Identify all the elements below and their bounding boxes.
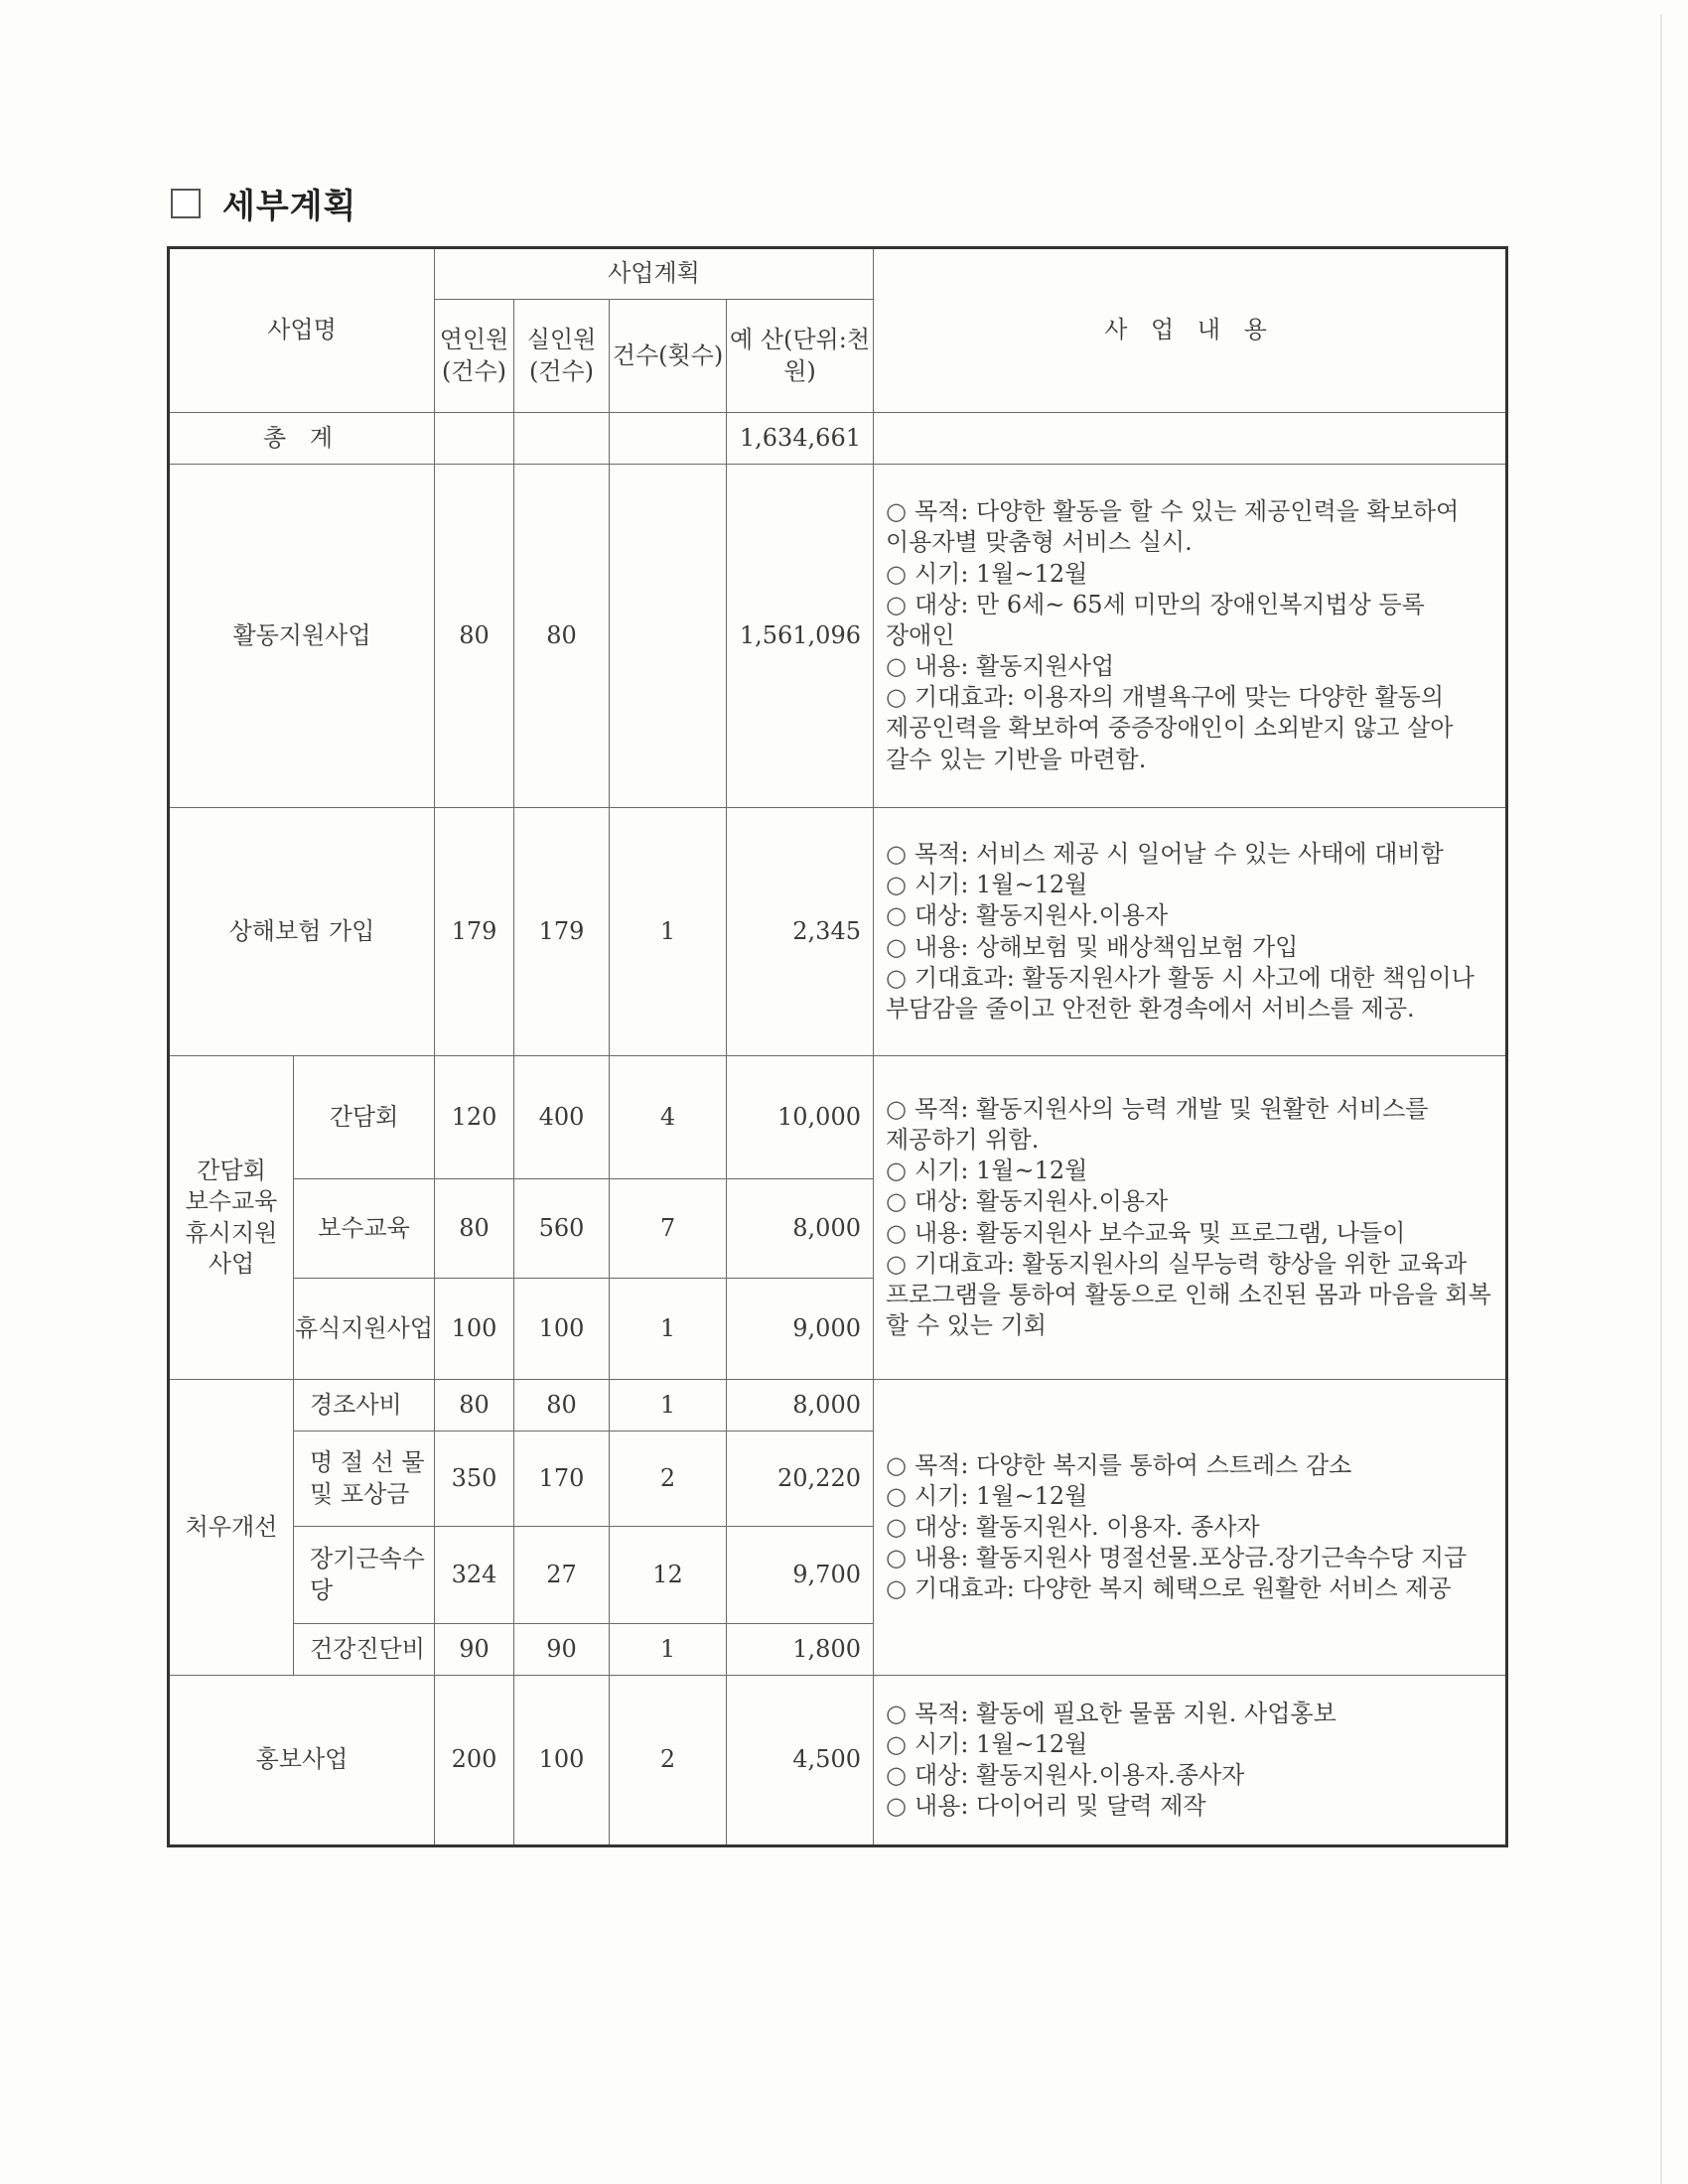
- group-name-line: 사업: [208, 1249, 255, 1278]
- row-budget: 1,800: [727, 1624, 874, 1676]
- description-line: [886, 1699, 1497, 1729]
- description-text: 시기: 1월~12월: [914, 559, 1088, 588]
- group-name-meeting: [169, 1056, 294, 1380]
- description-text: 대상: 활동지원사. 이용자. 종사자: [914, 1512, 1260, 1541]
- row-actual: 179: [514, 808, 610, 1056]
- description-line: [886, 1249, 1497, 1280]
- description-line: [886, 682, 1497, 713]
- circle-bullet-icon: ○: [886, 1729, 907, 1758]
- row-description: [874, 1380, 1507, 1676]
- table-row: [169, 1056, 1507, 1179]
- description-line: [886, 1760, 1497, 1791]
- description-text: 내용: 다이어리 및 달력 제작: [914, 1792, 1206, 1821]
- description-line: [886, 1186, 1497, 1217]
- description-line: [886, 620, 1497, 651]
- row-yearly: 120: [435, 1056, 514, 1179]
- row-budget: 9,700: [727, 1527, 874, 1624]
- row-yearly: 90: [435, 1624, 514, 1676]
- description-text: 장애인: [886, 620, 955, 649]
- row-budget: 1,561,096: [727, 465, 874, 808]
- row-name: 간담회: [294, 1056, 435, 1179]
- row-actual: 80: [514, 465, 610, 808]
- table-row: [169, 1676, 1507, 1846]
- description-line: [886, 1729, 1497, 1760]
- description-text: 목적: 다양한 활동을 할 수 있는 제공인력을 확보하여: [914, 497, 1460, 526]
- description-line: [886, 994, 1497, 1024]
- circle-bullet-icon: ○: [886, 1699, 907, 1727]
- row-name: 명 절 선 물 및 포상금: [294, 1432, 435, 1527]
- description-text: 내용: 활동지원사 보수교육 및 프로그램, 나들이: [914, 1218, 1406, 1247]
- circle-bullet-icon: ○: [886, 839, 907, 868]
- row-count: 1: [610, 808, 727, 1056]
- row-actual: 560: [514, 1179, 610, 1279]
- description-line: [886, 1310, 1497, 1341]
- row-budget: 4,500: [727, 1676, 874, 1846]
- plan-table: [167, 246, 1508, 1847]
- description-text: 제공인력을 확보하여 중증장애인이 소외받지 않고 살아: [886, 714, 1454, 743]
- row-budget: 8,000: [727, 1380, 874, 1432]
- description-text: 목적: 활동지원사의 능력 개발 및 원활한 서비스를: [914, 1094, 1429, 1123]
- row-name: 보수교육: [294, 1179, 435, 1279]
- row-count: 1: [610, 1624, 727, 1676]
- circle-bullet-icon: ○: [886, 1761, 907, 1789]
- description-line: [886, 745, 1497, 775]
- row-yearly: 80: [435, 1380, 514, 1432]
- row-actual: 170: [514, 1432, 610, 1527]
- circle-bullet-icon: ○: [886, 1544, 907, 1572]
- description-line: [886, 1280, 1497, 1310]
- header-yearly: 연인원(건수): [435, 300, 514, 413]
- row-name: 상해보험 가입: [169, 808, 435, 1056]
- row-description: [874, 1056, 1507, 1380]
- description-text: 목적: 활동에 필요한 물품 지원. 사업홍보: [914, 1699, 1336, 1727]
- circle-bullet-icon: ○: [886, 1792, 907, 1821]
- circle-bullet-icon: ○: [886, 683, 907, 712]
- group-name-welfare: 처우개선: [169, 1380, 294, 1676]
- row-yearly: 80: [435, 1179, 514, 1279]
- circle-bullet-icon: ○: [886, 590, 907, 618]
- description-line: [886, 1156, 1497, 1186]
- description-text: 기대효과: 활동지원사가 활동 시 사고에 대한 책임이나: [914, 963, 1475, 992]
- row-actual: 100: [514, 1676, 610, 1846]
- description-line: [886, 1512, 1497, 1543]
- description-text: 내용: 활동지원사업: [914, 652, 1115, 681]
- row-yearly: 350: [435, 1432, 514, 1527]
- row-yearly: 200: [435, 1676, 514, 1846]
- description-text: 기대효과: 다양한 복지 혜택으로 원활한 서비스 제공: [914, 1574, 1452, 1603]
- description-text: 이용자별 맞춤형 서비스 실시.: [886, 528, 1193, 557]
- row-yearly: 324: [435, 1527, 514, 1624]
- circle-bullet-icon: ○: [886, 932, 907, 961]
- group-name-line: 간담회: [197, 1157, 266, 1185]
- description-text: 시기: 1월~12월: [914, 1729, 1088, 1758]
- section-heading: [171, 179, 356, 227]
- row-count: [610, 465, 727, 808]
- description-line: [886, 963, 1497, 994]
- description-text: 내용: 상해보험 및 배상책임보험 가입: [914, 932, 1299, 961]
- total-budget: 1,634,661: [727, 413, 874, 465]
- description-line: [886, 1481, 1497, 1512]
- circle-bullet-icon: ○: [886, 1481, 907, 1510]
- circle-bullet-icon: ○: [886, 963, 907, 992]
- row-name: 휴식지원사업: [294, 1279, 435, 1380]
- description-line: [886, 1125, 1497, 1156]
- description-line: [886, 590, 1497, 620]
- circle-bullet-icon: ○: [886, 559, 907, 588]
- description-line: [886, 1791, 1497, 1822]
- header-name: 사업명: [169, 248, 435, 413]
- row-name: 활동지원사업: [169, 465, 435, 808]
- row-count: 1: [610, 1380, 727, 1432]
- row-count: 1: [610, 1279, 727, 1380]
- circle-bullet-icon: ○: [886, 1249, 907, 1278]
- description-line: [886, 713, 1497, 744]
- table-row: [169, 465, 1507, 808]
- row-budget: 8,000: [727, 1179, 874, 1279]
- description-line: [886, 651, 1497, 682]
- row-count: 2: [610, 1676, 727, 1846]
- row-name: 장기근속수당: [294, 1527, 435, 1624]
- circle-bullet-icon: ○: [886, 1218, 907, 1247]
- empty-square-icon: [171, 189, 201, 218]
- header-plan-group: 사업계획: [435, 248, 874, 300]
- row-yearly: 100: [435, 1279, 514, 1380]
- circle-bullet-icon: ○: [886, 652, 907, 681]
- circle-bullet-icon: ○: [886, 871, 907, 899]
- circle-bullet-icon: ○: [886, 1157, 907, 1185]
- header-actual: 실인원(건수): [514, 300, 610, 413]
- circle-bullet-icon: ○: [886, 1094, 907, 1123]
- description-line: [886, 1573, 1497, 1604]
- row-budget: 10,000: [727, 1056, 874, 1179]
- description-text: 제공하기 위함.: [886, 1125, 1040, 1154]
- row-actual: 27: [514, 1527, 610, 1624]
- row-yearly: 80: [435, 465, 514, 808]
- circle-bullet-icon: ○: [886, 1450, 907, 1479]
- description-line: [886, 496, 1497, 527]
- row-actual: 90: [514, 1624, 610, 1676]
- description-text: 목적: 다양한 복지를 통하여 스트레스 감소: [914, 1450, 1352, 1479]
- total-row: [169, 413, 1507, 465]
- row-budget: 9,000: [727, 1279, 874, 1380]
- table-row: [169, 808, 1507, 1056]
- description-text: 대상: 활동지원사.이용자: [914, 901, 1169, 930]
- description-line: [886, 1450, 1497, 1481]
- description-line: [886, 1218, 1497, 1249]
- description-text: 시기: 1월~12월: [914, 1157, 1088, 1185]
- description-text: 기대효과: 활동지원사의 실무능력 향상을 위한 교육과: [914, 1249, 1468, 1278]
- description-line: [886, 527, 1497, 558]
- description-text: 목적: 서비스 제공 시 일어날 수 있는 사태에 대비함: [914, 839, 1444, 868]
- row-actual: 400: [514, 1056, 610, 1179]
- description-text: 기대효과: 이용자의 개별욕구에 맞는 다양한 활동의: [914, 683, 1445, 712]
- description-text: 대상: 활동지원사.이용자: [914, 1187, 1169, 1216]
- description-text: 대상: 만 6세~ 65세 미만의 장애인복지법상 등록: [914, 590, 1425, 618]
- row-description: [874, 465, 1507, 808]
- header-count: 건수(횟수): [610, 300, 727, 413]
- section-title: 세부계획: [222, 187, 357, 226]
- description-line: [886, 932, 1497, 963]
- row-description: [874, 808, 1507, 1056]
- header-budget: 예 산(단위:천원): [727, 300, 874, 413]
- row-name: 건강진단비: [294, 1624, 435, 1676]
- description-text: 대상: 활동지원사.이용자.종사자: [914, 1761, 1245, 1789]
- description-line: [886, 900, 1497, 931]
- description-text: 갈수 있는 기반을 마련함.: [886, 745, 1147, 773]
- row-count: 4: [610, 1056, 727, 1179]
- table-row: [169, 1380, 1507, 1432]
- row-description: [874, 1676, 1507, 1846]
- total-label: 총 계: [169, 413, 435, 465]
- description-text: 부담감을 줄이고 안전한 환경속에서 서비스를 제공.: [886, 994, 1415, 1023]
- row-name: 홍보사업: [169, 1676, 435, 1846]
- description-line: [886, 870, 1497, 900]
- description-text: 할 수 있는 기회: [886, 1311, 1047, 1340]
- circle-bullet-icon: ○: [886, 1512, 907, 1541]
- description-text: 내용: 활동지원사 명절선물.포상금.장기근속수당 지급: [914, 1544, 1468, 1572]
- description-line: [886, 839, 1497, 870]
- description-line: [886, 559, 1497, 590]
- row-budget: 2,345: [727, 808, 874, 1056]
- header-content: 사 업 내 용: [874, 248, 1507, 413]
- group-name-line: 휴시지원: [185, 1218, 278, 1247]
- circle-bullet-icon: ○: [886, 901, 907, 930]
- row-budget: 20,220: [727, 1432, 874, 1527]
- row-name: 경조사비: [294, 1380, 435, 1432]
- circle-bullet-icon: ○: [886, 497, 907, 526]
- description-text: 프로그램을 통하여 활동으로 인해 소진된 몸과 마음을 회복: [886, 1280, 1491, 1308]
- row-actual: 100: [514, 1279, 610, 1380]
- group-name-line: 보수교육: [185, 1187, 278, 1216]
- description-line: [886, 1543, 1497, 1573]
- description-text: 시기: 1월~12월: [914, 1481, 1088, 1510]
- circle-bullet-icon: ○: [886, 1187, 907, 1216]
- circle-bullet-icon: ○: [886, 1574, 907, 1603]
- row-count: 12: [610, 1527, 727, 1624]
- description-text: 시기: 1월~12월: [914, 871, 1088, 899]
- header-row-1: [169, 248, 1507, 300]
- scan-edge-line: [1660, 14, 1662, 2184]
- row-actual: 80: [514, 1380, 610, 1432]
- description-line: [886, 1094, 1497, 1125]
- row-yearly: 179: [435, 808, 514, 1056]
- row-count: 7: [610, 1179, 727, 1279]
- row-count: 2: [610, 1432, 727, 1527]
